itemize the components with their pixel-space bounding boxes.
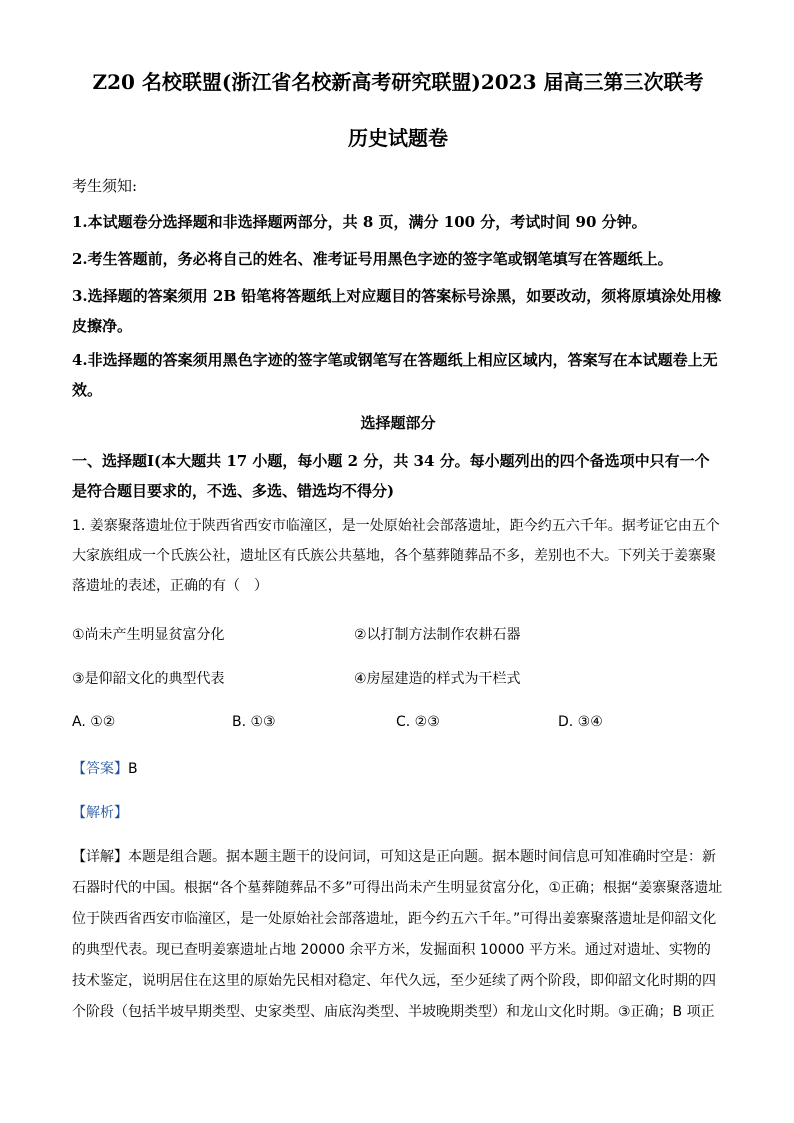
notice-item-1: 1.本试题卷分选择题和非选择题两部分，共 8 页，满分 100 分，考试时间 90 分钟。 [72,213,647,231]
notice-item-3: 3.选择题的答案须用 2B 铅笔将答题纸上对应题目的答案标号涂黑，如要改动，须将原填涂处用橡皮擦净。 [72,287,722,335]
option-c: C. ②③ [396,714,440,730]
notice-heading: 考生须知: [72,177,138,195]
answer-line [72,758,138,778]
statement-1: ①尚未产生明显贫富分化 [72,627,225,643]
detail-text: 本题是组合题。据本题主题干的设问词，可知这是正向题。据本题时间信息可知准确时空是：新石器时代的中国。根据“各个墓葬随葬品不多”可得出尚未产生明显贫富分化，①正确；根据“姜寨聚落遗址位于陕西省西安市临潼区，是一处原始社会部落遗址，距今约五六千年。”可得出姜寨聚落遗址是仰韶文化的典型代表。现已查明姜寨遗址占地 20000 余平方米，发掘面积 10000 平方米。通过对遗址、实物的技术鉴定，说明居住在这里的原始先民相对稳定、年代久远，至少延续了两个阶段，即仰韶文化时期的四个阶段（包括半坡早期类型、史家类型、庙底沟类型、半坡晚期类型）和龙山文化时期。③正确；B 项正 [72,849,723,1020]
notice-item-4: 4.非选择题的答案须用黑色字迹的签字笔或钢笔写在答题纸上相应区域内，答案写在本试题卷上无效。 [72,351,718,399]
option-d: D. ③④ [558,714,603,730]
statement-3: ③是仰韶文化的典型代表 [72,671,225,687]
detail-paragraph [72,842,724,1028]
notice-item-2: 2.考生答题前，务必将自己的姓名、准考证号用黑色字迹的签字笔或钢笔填写在答题纸上。 [72,250,673,268]
exam-title: Z20 名校联盟(浙江省名校新高考研究联盟)2023 届高三第三次联考 [92,70,704,94]
option-b: B. ①③ [232,714,276,730]
statement-4: ④房屋建造的样式为干栏式 [354,671,521,687]
exam-subject-title: 历史试题卷 [348,126,448,150]
detail-tag: 【详解】 [72,849,128,865]
part-heading: 一、选择题Ⅰ(本大题共 17 小题，每小题 2 分，共 34 分。每小题列出的四个备选项中只有一个是符合题目要求的，不选、多选、错选均不得分) [72,452,710,500]
analysis-line [72,802,128,822]
answer-value: B [128,761,138,777]
analysis-tag: 【解析】 [72,805,128,821]
section-title: 选择题部分 [360,414,436,432]
option-a: A. ①② [72,714,116,730]
question-stem: 1. 姜寨聚落遗址位于陕西省西安市临潼区，是一处原始社会部落遗址，距今约五六千年。据考证它由五个大家族组成一个氏族公社，遗址区有氏族公共墓地，各个墓葬随葬品不多，差别也不大。下列关于姜寨聚落遗址的表述，正确的有（ ） [72,518,720,594]
statement-2: ②以打制方法制作农耕石器 [354,627,521,643]
answer-tag: 【答案】 [72,761,128,777]
